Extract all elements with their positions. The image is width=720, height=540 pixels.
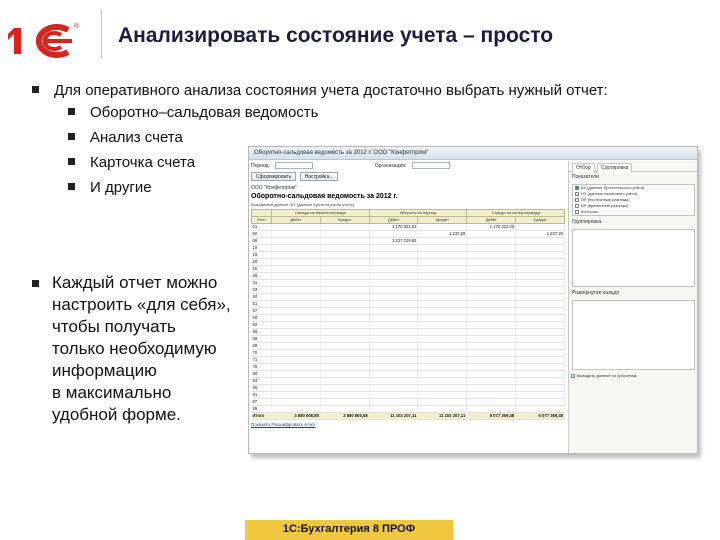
amount-cell	[369, 280, 418, 287]
account-cell: 90	[252, 385, 272, 392]
amount-cell	[467, 385, 516, 392]
amount-cell	[320, 315, 369, 322]
amount-cell	[320, 350, 369, 357]
report-title: Оборотно-сальдовая ведомость за 2012 г.	[251, 193, 398, 200]
table-row[interactable]	[252, 245, 565, 252]
report-pane	[251, 161, 567, 453]
amount-cell	[418, 224, 467, 231]
amount-cell	[418, 336, 467, 343]
intro-text: Для оперативного анализа состояния учета достаточно выбрать нужный отчет:	[54, 82, 608, 99]
amount-cell	[320, 364, 369, 371]
table-row[interactable]	[252, 385, 565, 392]
amount-cell	[418, 343, 467, 350]
amount-cell	[418, 294, 467, 301]
table-row[interactable]	[252, 378, 565, 385]
window-title: Оборотно-сальдовая ведомость за 2012 г. ООО "Конфетпром"	[249, 147, 697, 160]
table-row[interactable]	[252, 329, 565, 336]
table-row[interactable]	[252, 294, 565, 301]
amount-cell	[272, 392, 321, 399]
amount-cell	[516, 371, 565, 378]
column-header	[252, 210, 272, 217]
grouping-list	[572, 229, 695, 287]
amount-cell	[418, 392, 467, 399]
option-label: ВР (временные разницы)	[581, 203, 629, 208]
amount-cell	[369, 357, 418, 364]
amount-cell	[516, 385, 565, 392]
amount-cell	[467, 266, 516, 273]
amount-cell: 1 237,28	[516, 231, 565, 238]
section-indicators: Показатели	[572, 174, 599, 180]
account-cell: 76	[252, 364, 272, 371]
tab-filter[interactable]: Отбор	[572, 163, 595, 173]
amount-cell	[516, 224, 565, 231]
amount-cell	[516, 336, 565, 343]
org-label: Организация:	[374, 163, 407, 169]
total-row	[252, 413, 565, 420]
checkbox[interactable]	[575, 210, 579, 214]
amount-cell	[467, 294, 516, 301]
table-row[interactable]	[252, 308, 565, 315]
account-cell: 70	[252, 350, 272, 357]
amount-cell	[369, 266, 418, 273]
amount-cell	[418, 280, 467, 287]
column-header: Дебет	[272, 217, 321, 224]
account-cell: 25	[252, 266, 272, 273]
report-table	[251, 209, 565, 420]
subaccount-option[interactable]	[569, 373, 698, 379]
amount-cell	[516, 252, 565, 259]
amount-cell	[272, 273, 321, 280]
amount-cell	[467, 392, 516, 399]
table-row[interactable]	[252, 399, 565, 406]
amount-cell	[467, 273, 516, 280]
amount-cell	[320, 287, 369, 294]
amount-cell	[320, 406, 369, 413]
amount-cell	[467, 406, 516, 413]
amount-cell	[418, 406, 467, 413]
column-header: Кредит	[320, 217, 369, 224]
table-row[interactable]	[252, 252, 565, 259]
column-header: Кредит	[418, 217, 467, 224]
amount-cell	[272, 371, 321, 378]
amount-cell	[369, 406, 418, 413]
table-row[interactable]	[252, 315, 565, 322]
amount-cell	[320, 399, 369, 406]
column-group: Сальдо на начало периода	[272, 210, 370, 217]
section-grouping: Группировка	[572, 219, 602, 225]
table-row[interactable]	[252, 231, 565, 238]
amount-cell: 1 170 322,03	[467, 224, 516, 231]
amount-cell	[272, 399, 321, 406]
amount-cell	[369, 273, 418, 280]
amount-cell	[516, 238, 565, 245]
account-cell: 26	[252, 273, 272, 280]
amount-cell	[369, 399, 418, 406]
account-cell: 84	[252, 378, 272, 385]
account-cell: 62	[252, 322, 272, 329]
table-row[interactable]	[252, 322, 565, 329]
amount-cell	[320, 294, 369, 301]
settings-pane	[568, 161, 698, 453]
checkbox[interactable]	[575, 186, 579, 190]
checkbox[interactable]	[575, 204, 579, 208]
checkbox[interactable]	[571, 374, 575, 378]
amount-cell	[467, 350, 516, 357]
amount-cell	[516, 280, 565, 287]
amount-cell	[467, 364, 516, 371]
bullet-marker	[68, 108, 75, 115]
option-label: Контроль	[581, 209, 599, 214]
amount-cell	[516, 315, 565, 322]
amount-cell	[516, 294, 565, 301]
amount-cell	[272, 315, 321, 322]
header-row	[252, 217, 565, 224]
amount-cell	[418, 364, 467, 371]
column-header: Кредит	[516, 217, 565, 224]
table-row[interactable]	[252, 371, 565, 378]
report-screenshot	[248, 146, 698, 454]
report-name: Карточка счета	[90, 154, 196, 171]
amount-cell	[320, 322, 369, 329]
amount-cell	[369, 287, 418, 294]
option-label: НУ (данные налогового учета)	[581, 191, 638, 196]
period-row	[251, 161, 567, 172]
amount-cell	[516, 350, 565, 357]
bullet-marker	[32, 280, 39, 287]
table-row[interactable]	[252, 266, 565, 273]
table-row[interactable]	[252, 273, 565, 280]
amount-cell	[467, 343, 516, 350]
amount-cell	[272, 406, 321, 413]
amount-cell: 1 227 728,82	[369, 238, 418, 245]
column-header: Дебет	[369, 217, 418, 224]
amount-cell	[418, 273, 467, 280]
amount-cell	[272, 357, 321, 364]
table-row[interactable]	[252, 238, 565, 245]
amount-cell	[272, 329, 321, 336]
indicators-list	[572, 184, 695, 216]
amount-cell	[369, 294, 418, 301]
org-line: ООО "Конфетпром"	[251, 185, 297, 191]
table-row[interactable]	[252, 392, 565, 399]
table-row[interactable]	[252, 343, 565, 350]
amount-cell	[272, 350, 321, 357]
account-cell: 71	[252, 357, 272, 364]
account-cell: 80	[252, 371, 272, 378]
period-label: Период:	[251, 163, 270, 169]
account-cell: 41	[252, 280, 272, 287]
amount-cell	[467, 371, 516, 378]
amount-cell	[320, 385, 369, 392]
amount-cell	[516, 364, 565, 371]
expanded-balance-list	[572, 300, 695, 370]
amount-cell	[320, 301, 369, 308]
amount-cell	[369, 350, 418, 357]
amount-cell	[272, 252, 321, 259]
amount-cell	[418, 266, 467, 273]
amount-cell	[272, 280, 321, 287]
account-cell: 51	[252, 301, 272, 308]
amount-cell	[272, 224, 321, 231]
bullet-marker	[32, 86, 39, 93]
amount-cell	[369, 315, 418, 322]
amount-cell	[516, 406, 565, 413]
amount-cell	[369, 329, 418, 336]
header-divider	[101, 10, 102, 58]
account-cell: 91	[252, 392, 272, 399]
amount-cell	[369, 371, 418, 378]
registered-mark: ®	[74, 23, 80, 30]
amount-cell	[369, 301, 418, 308]
header-group-row	[252, 210, 565, 217]
report-name: Анализ счета	[90, 129, 183, 146]
table-row[interactable]	[252, 287, 565, 294]
checkbox[interactable]	[575, 192, 579, 196]
amount-cell	[467, 252, 516, 259]
account-cell: 01	[252, 224, 272, 231]
amount-cell	[467, 329, 516, 336]
amount-cell	[516, 322, 565, 329]
total-cell: 11 102 207,11	[369, 413, 418, 420]
amount-cell	[418, 287, 467, 294]
amount-cell	[320, 378, 369, 385]
amount-cell	[320, 252, 369, 259]
option-row[interactable]	[573, 209, 694, 215]
table-row[interactable]	[252, 357, 565, 364]
amount-cell	[369, 245, 418, 252]
amount-cell	[467, 238, 516, 245]
amount-cell	[369, 343, 418, 350]
amount-cell	[320, 392, 369, 399]
amount-cell	[467, 308, 516, 315]
amount-cell	[516, 301, 565, 308]
amount-cell	[516, 266, 565, 273]
table-row[interactable]	[252, 224, 565, 231]
amount-cell	[369, 392, 418, 399]
amount-cell	[272, 378, 321, 385]
amount-cell	[272, 287, 321, 294]
account-cell: 02	[252, 231, 272, 238]
amount-cell	[418, 322, 467, 329]
amount-cell	[467, 231, 516, 238]
option-label: ПР (постоянные разницы)	[581, 197, 630, 202]
amount-cell	[369, 322, 418, 329]
account-cell: 19	[252, 252, 272, 259]
column-header: Счет	[252, 217, 272, 224]
amount-cell	[467, 287, 516, 294]
amount-cell	[320, 266, 369, 273]
amount-cell	[320, 231, 369, 238]
amount-cell	[369, 308, 418, 315]
amount-cell	[516, 357, 565, 364]
table-row[interactable]	[252, 301, 565, 308]
bullet-marker	[68, 158, 75, 165]
amount-cell	[272, 343, 321, 350]
amount-cell	[369, 378, 418, 385]
amount-cell	[516, 329, 565, 336]
amount-cell	[369, 385, 418, 392]
amount-cell	[320, 329, 369, 336]
account-cell: 50	[252, 294, 272, 301]
amount-cell	[516, 259, 565, 266]
amount-cell	[320, 273, 369, 280]
footer-bar	[245, 520, 453, 540]
amount-cell	[467, 378, 516, 385]
amount-cell	[320, 343, 369, 350]
total-cell: 3 880 808,88	[320, 413, 369, 420]
amount-cell	[320, 238, 369, 245]
amount-cell	[272, 294, 321, 301]
amount-cell	[320, 280, 369, 287]
amount-cell	[418, 238, 467, 245]
amount-cell	[418, 252, 467, 259]
product-name: 1С:Бухгалтерия 8 ПРОФ	[282, 523, 416, 535]
amount-cell	[320, 336, 369, 343]
amount-cell	[369, 336, 418, 343]
amount-cell	[272, 266, 321, 273]
amount-cell	[369, 231, 418, 238]
amount-cell	[467, 357, 516, 364]
amount-cell	[467, 336, 516, 343]
amount-cell	[272, 245, 321, 252]
amount-cell	[369, 259, 418, 266]
amount-cell	[320, 308, 369, 315]
account-cell: 43	[252, 287, 272, 294]
amount-cell	[418, 308, 467, 315]
amount-cell	[320, 224, 369, 231]
amount-cell	[516, 245, 565, 252]
period-field[interactable]	[275, 162, 313, 169]
total-cell: 6 077 369,48	[467, 413, 516, 420]
report-params: Выводимые данные: БУ (данные бухгалтерского учета)	[251, 202, 354, 207]
total-cell: 3 880 808,88	[272, 413, 321, 420]
account-cell: 20	[252, 259, 272, 266]
table-row[interactable]	[252, 259, 565, 266]
option-label: Выводить данные по субсчетам	[577, 373, 637, 378]
amount-cell	[516, 273, 565, 280]
amount-cell	[320, 259, 369, 266]
tab-sort[interactable]: Сортировка	[597, 163, 632, 173]
amount-cell	[516, 343, 565, 350]
amount-cell	[272, 385, 321, 392]
amount-cell	[418, 357, 467, 364]
account-cell: 10	[252, 245, 272, 252]
slide-title: Анализировать состояние учета – просто	[118, 24, 554, 47]
account-cell: 08	[252, 238, 272, 245]
settings-button[interactable]: Настройка...	[300, 172, 339, 181]
amount-cell	[418, 245, 467, 252]
amount-cell	[516, 308, 565, 315]
report-body	[252, 224, 565, 420]
total-label: Итого	[252, 413, 272, 420]
amount-cell	[418, 329, 467, 336]
note-text: Каждый отчет можно настроить «для себя», чтобы получать только необходимую информацию в максимально удобной форме.	[52, 273, 231, 424]
column-header: Дебет	[467, 217, 516, 224]
settings-tabs	[569, 161, 698, 172]
amount-cell	[467, 245, 516, 252]
column-group: Обороты за период	[369, 210, 467, 217]
amount-cell	[467, 322, 516, 329]
amount-cell	[467, 259, 516, 266]
toolbar	[251, 172, 567, 183]
amount-cell	[272, 364, 321, 371]
amount-cell	[272, 231, 321, 238]
total-cell: 6 077 369,48	[516, 413, 565, 420]
amount-cell	[272, 238, 321, 245]
table-row[interactable]	[252, 350, 565, 357]
report-name: И другие	[90, 179, 152, 196]
report-links[interactable]: Показать Расшифровать отчет	[251, 422, 316, 427]
total-cell: 11 102 207,11	[418, 413, 467, 420]
account-cell: 66	[252, 329, 272, 336]
column-group: Сальдо на конец периода	[467, 210, 565, 217]
amount-cell: 1 170 322,03	[369, 224, 418, 231]
amount-cell	[516, 287, 565, 294]
bullet-marker	[68, 133, 75, 140]
amount-cell	[418, 371, 467, 378]
amount-cell	[369, 252, 418, 259]
amount-cell: 1 237,28	[418, 231, 467, 238]
amount-cell	[467, 399, 516, 406]
amount-cell	[418, 259, 467, 266]
amount-cell	[272, 301, 321, 308]
account-cell: 60	[252, 315, 272, 322]
table-row[interactable]	[252, 336, 565, 343]
report-name: Оборотно–сальдовая ведомость	[90, 104, 319, 121]
amount-cell	[320, 371, 369, 378]
amount-cell	[272, 322, 321, 329]
amount-cell	[516, 378, 565, 385]
option-label: БУ (данные бухгалтерского учета)	[581, 185, 645, 190]
amount-cell	[418, 378, 467, 385]
amount-cell	[369, 364, 418, 371]
account-cell: 69	[252, 343, 272, 350]
amount-cell	[272, 308, 321, 315]
amount-cell	[272, 336, 321, 343]
amount-cell	[418, 301, 467, 308]
amount-cell	[418, 350, 467, 357]
amount-cell	[320, 245, 369, 252]
section-expanded-balance: Развернутое сальдо	[572, 290, 620, 296]
amount-cell	[320, 357, 369, 364]
table-row[interactable]	[252, 364, 565, 371]
org-field[interactable]	[412, 162, 450, 169]
account-cell: 99	[252, 406, 272, 413]
bullet-marker	[68, 183, 75, 190]
table-row[interactable]	[252, 406, 565, 413]
amount-cell	[467, 301, 516, 308]
amount-cell	[272, 259, 321, 266]
table-row[interactable]	[252, 280, 565, 287]
account-cell: 68	[252, 336, 272, 343]
amount-cell	[467, 280, 516, 287]
amount-cell	[516, 399, 565, 406]
account-cell: 57	[252, 308, 272, 315]
amount-cell	[418, 399, 467, 406]
1c-logo	[8, 18, 88, 58]
account-cell: 97	[252, 399, 272, 406]
amount-cell	[418, 315, 467, 322]
amount-cell	[418, 385, 467, 392]
generate-button[interactable]: Сформировать	[251, 172, 296, 181]
amount-cell	[516, 392, 565, 399]
amount-cell	[467, 315, 516, 322]
checkbox[interactable]	[575, 198, 579, 202]
